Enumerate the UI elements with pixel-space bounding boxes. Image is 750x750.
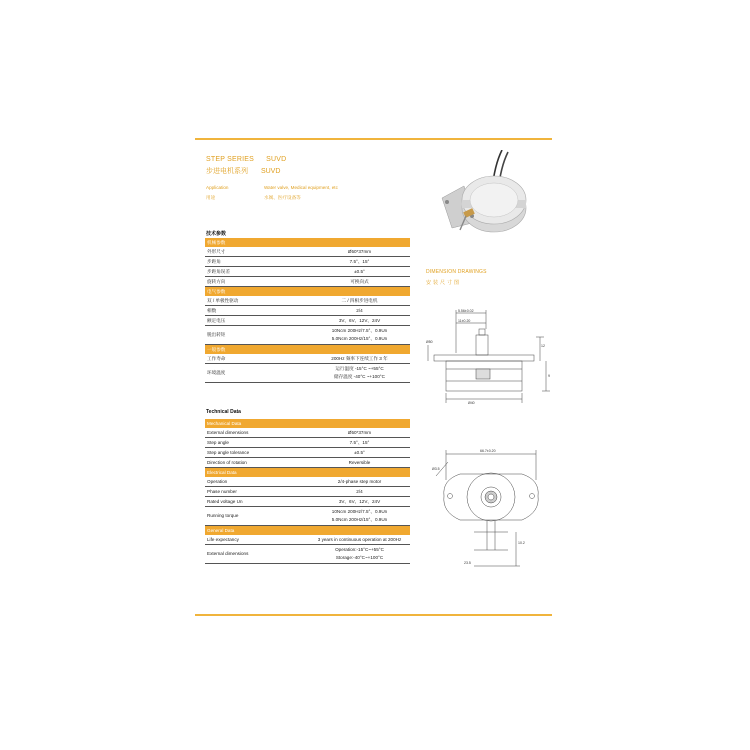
- row-label: Operation: [205, 477, 309, 487]
- table-row: [205, 326, 410, 345]
- row-value: [309, 545, 410, 564]
- row-label: 工作寿命: [205, 354, 309, 364]
- row-label: 外形尺寸: [205, 247, 309, 257]
- series-header-en: [206, 156, 286, 163]
- row-value: [309, 306, 410, 316]
- row-value: [309, 458, 410, 468]
- bottom-rule: [195, 614, 552, 616]
- series-header-cn: [206, 166, 280, 176]
- row-label: 旋转方向: [205, 277, 309, 287]
- cn-table-title: 技术参数: [206, 231, 227, 237]
- value-line: 3 years in continuous operation at 200Hz: [317, 537, 402, 542]
- table-row: [205, 507, 410, 526]
- top-dim-2: Ø3.5: [432, 467, 440, 471]
- row-value: [309, 277, 410, 287]
- cn-spec-table: [205, 238, 410, 383]
- dimension-drawings-title-cn: 安装尺寸图: [426, 280, 462, 286]
- value-line: 3V、6V、12V、24V: [338, 318, 381, 323]
- value-line: 10Ncm 200Hz/7.5°、0.9Un: [331, 509, 388, 514]
- value-line: 5.0Ncm 200Hz/15°、0.9Un: [331, 336, 388, 341]
- series-title-en: STEP SERIES: [206, 156, 254, 163]
- row-label: 额定电压: [205, 316, 309, 326]
- row-label: 相数: [205, 306, 309, 316]
- table-row: [205, 296, 410, 306]
- top-dim-4: 23.5: [464, 561, 471, 565]
- table-row: [205, 364, 410, 383]
- motor-photo: [436, 150, 536, 250]
- front-dim-1: 5.56±0.02: [458, 309, 474, 313]
- table-row: [205, 277, 410, 287]
- table-row: [205, 428, 410, 438]
- dimension-drawings-title: DIMENSION DRAWINGS: [426, 269, 487, 275]
- row-label: 步距角: [205, 257, 309, 267]
- table-row: [205, 477, 410, 487]
- front-dim-5: Ø40: [468, 401, 475, 405]
- row-value: [309, 247, 410, 257]
- front-view-drawing: [424, 305, 564, 410]
- value-line: 7.5°、15°: [349, 440, 370, 445]
- row-label: Step angle tolerance: [205, 448, 309, 458]
- value-line: 2/4: [356, 489, 363, 494]
- row-value: [309, 535, 410, 545]
- row-value: [309, 296, 410, 306]
- application-value-en: Water valve, Medical equipment, etc: [264, 185, 338, 190]
- value-line: 可换向式: [350, 279, 369, 284]
- value-line: Reversible: [348, 460, 371, 465]
- value-line: 2/4: [356, 308, 363, 313]
- table-row: [205, 438, 410, 448]
- en-table-title: Technical Data: [206, 409, 241, 415]
- row-label: Direction of rotation: [205, 458, 309, 468]
- row-value: [309, 316, 410, 326]
- model-cn: SUVD: [260, 168, 281, 175]
- application-cn: [206, 195, 301, 201]
- table-row: [205, 247, 410, 257]
- value-line: ±0.5°: [354, 269, 365, 274]
- table-row: [205, 316, 410, 326]
- value-line: ±0.5°: [354, 450, 365, 455]
- application-en: [206, 185, 338, 190]
- row-label: 脱出转矩: [205, 326, 309, 345]
- category-row: [205, 419, 410, 428]
- value-line: Storage:-40°C~+100°C: [335, 555, 384, 560]
- table-row: [205, 267, 410, 277]
- application-label-cn: 用途: [206, 195, 216, 200]
- category-label: Mechanical Data: [205, 419, 410, 428]
- value-line: 10Ncm 200Hz/7.5°、0.9Un: [331, 328, 388, 333]
- top-dim-3: 10.2: [518, 541, 525, 545]
- category-row: [205, 468, 410, 478]
- category-row: [205, 345, 410, 355]
- row-label: Life expectancy: [205, 535, 309, 545]
- value-line: 2/4-phase step motor: [337, 479, 382, 484]
- table-row: [205, 545, 410, 564]
- value-line: 3V、6V、12V、24V: [338, 499, 381, 504]
- front-dim-4: 9: [548, 374, 550, 378]
- front-dim-3: Ø50: [426, 340, 433, 344]
- model-en: SUVD: [266, 156, 287, 163]
- table-row: [205, 487, 410, 497]
- value-line: Ø50*37mm: [347, 249, 372, 254]
- application-value-cn: 水阀、医疗设备等: [264, 195, 301, 200]
- value-line: 运行温度 -15°C ~+55°C: [335, 366, 384, 371]
- table-row: [205, 354, 410, 364]
- row-value: [309, 267, 410, 277]
- front-dim-6: 12: [541, 344, 545, 348]
- table-row: [205, 458, 410, 468]
- category-row: [205, 287, 410, 297]
- row-label: Step angle: [205, 438, 309, 448]
- row-value: [309, 507, 410, 526]
- row-value: [309, 448, 410, 458]
- table-row: [205, 257, 410, 267]
- top-rule: [195, 138, 552, 140]
- category-label: General Data: [205, 526, 410, 536]
- front-dim-2: 11±0.20: [458, 319, 471, 323]
- row-label: 环境温度: [205, 364, 309, 383]
- row-value: [309, 364, 410, 383]
- row-label: 步距角误差: [205, 267, 309, 277]
- table-row: [205, 497, 410, 507]
- category-label: 机械参数: [205, 238, 410, 247]
- table-row: [205, 306, 410, 316]
- row-value: [309, 326, 410, 345]
- category-row: [205, 526, 410, 536]
- series-title-cn: 步进电机系列: [206, 168, 248, 175]
- top-view-drawing: [424, 440, 564, 580]
- table-row: [205, 535, 410, 545]
- value-line: Operation:-15°C~+55°C: [335, 547, 384, 552]
- row-label: Running torque: [205, 507, 309, 526]
- value-line: 5.0Ncm 200Hz/15°、0.9Un: [331, 517, 388, 522]
- row-value: [309, 257, 410, 267]
- row-value: [309, 477, 410, 487]
- value-line: 200Hz 频率下连续工作 3 年: [331, 356, 388, 361]
- row-label: 双 / 单极性驱动: [205, 296, 309, 306]
- row-label: Phase number: [205, 487, 309, 497]
- value-line: Ø50*37mm: [347, 430, 372, 435]
- row-label: Rated voltage Un: [205, 497, 309, 507]
- category-label: 电气参数: [205, 287, 410, 297]
- category-label: 一般参数: [205, 345, 410, 355]
- row-value: [309, 487, 410, 497]
- top-dim-1: 66.7±0.20: [480, 449, 496, 453]
- row-value: [309, 428, 410, 438]
- row-label: External dimensions: [205, 545, 309, 564]
- row-label: External dimensions: [205, 428, 309, 438]
- value-line: 二 / 四相步进电机: [341, 298, 378, 303]
- en-spec-table: [205, 419, 410, 564]
- row-value: [309, 354, 410, 364]
- row-value: [309, 438, 410, 448]
- table-row: [205, 448, 410, 458]
- value-line: 7.5°、15°: [349, 259, 370, 264]
- category-row: [205, 238, 410, 247]
- value-line: 储存温度 -40°C ~+100°C: [334, 374, 385, 379]
- row-value: [309, 497, 410, 507]
- category-label: Electrical Data: [205, 468, 410, 478]
- application-label-en: Application: [206, 185, 229, 190]
